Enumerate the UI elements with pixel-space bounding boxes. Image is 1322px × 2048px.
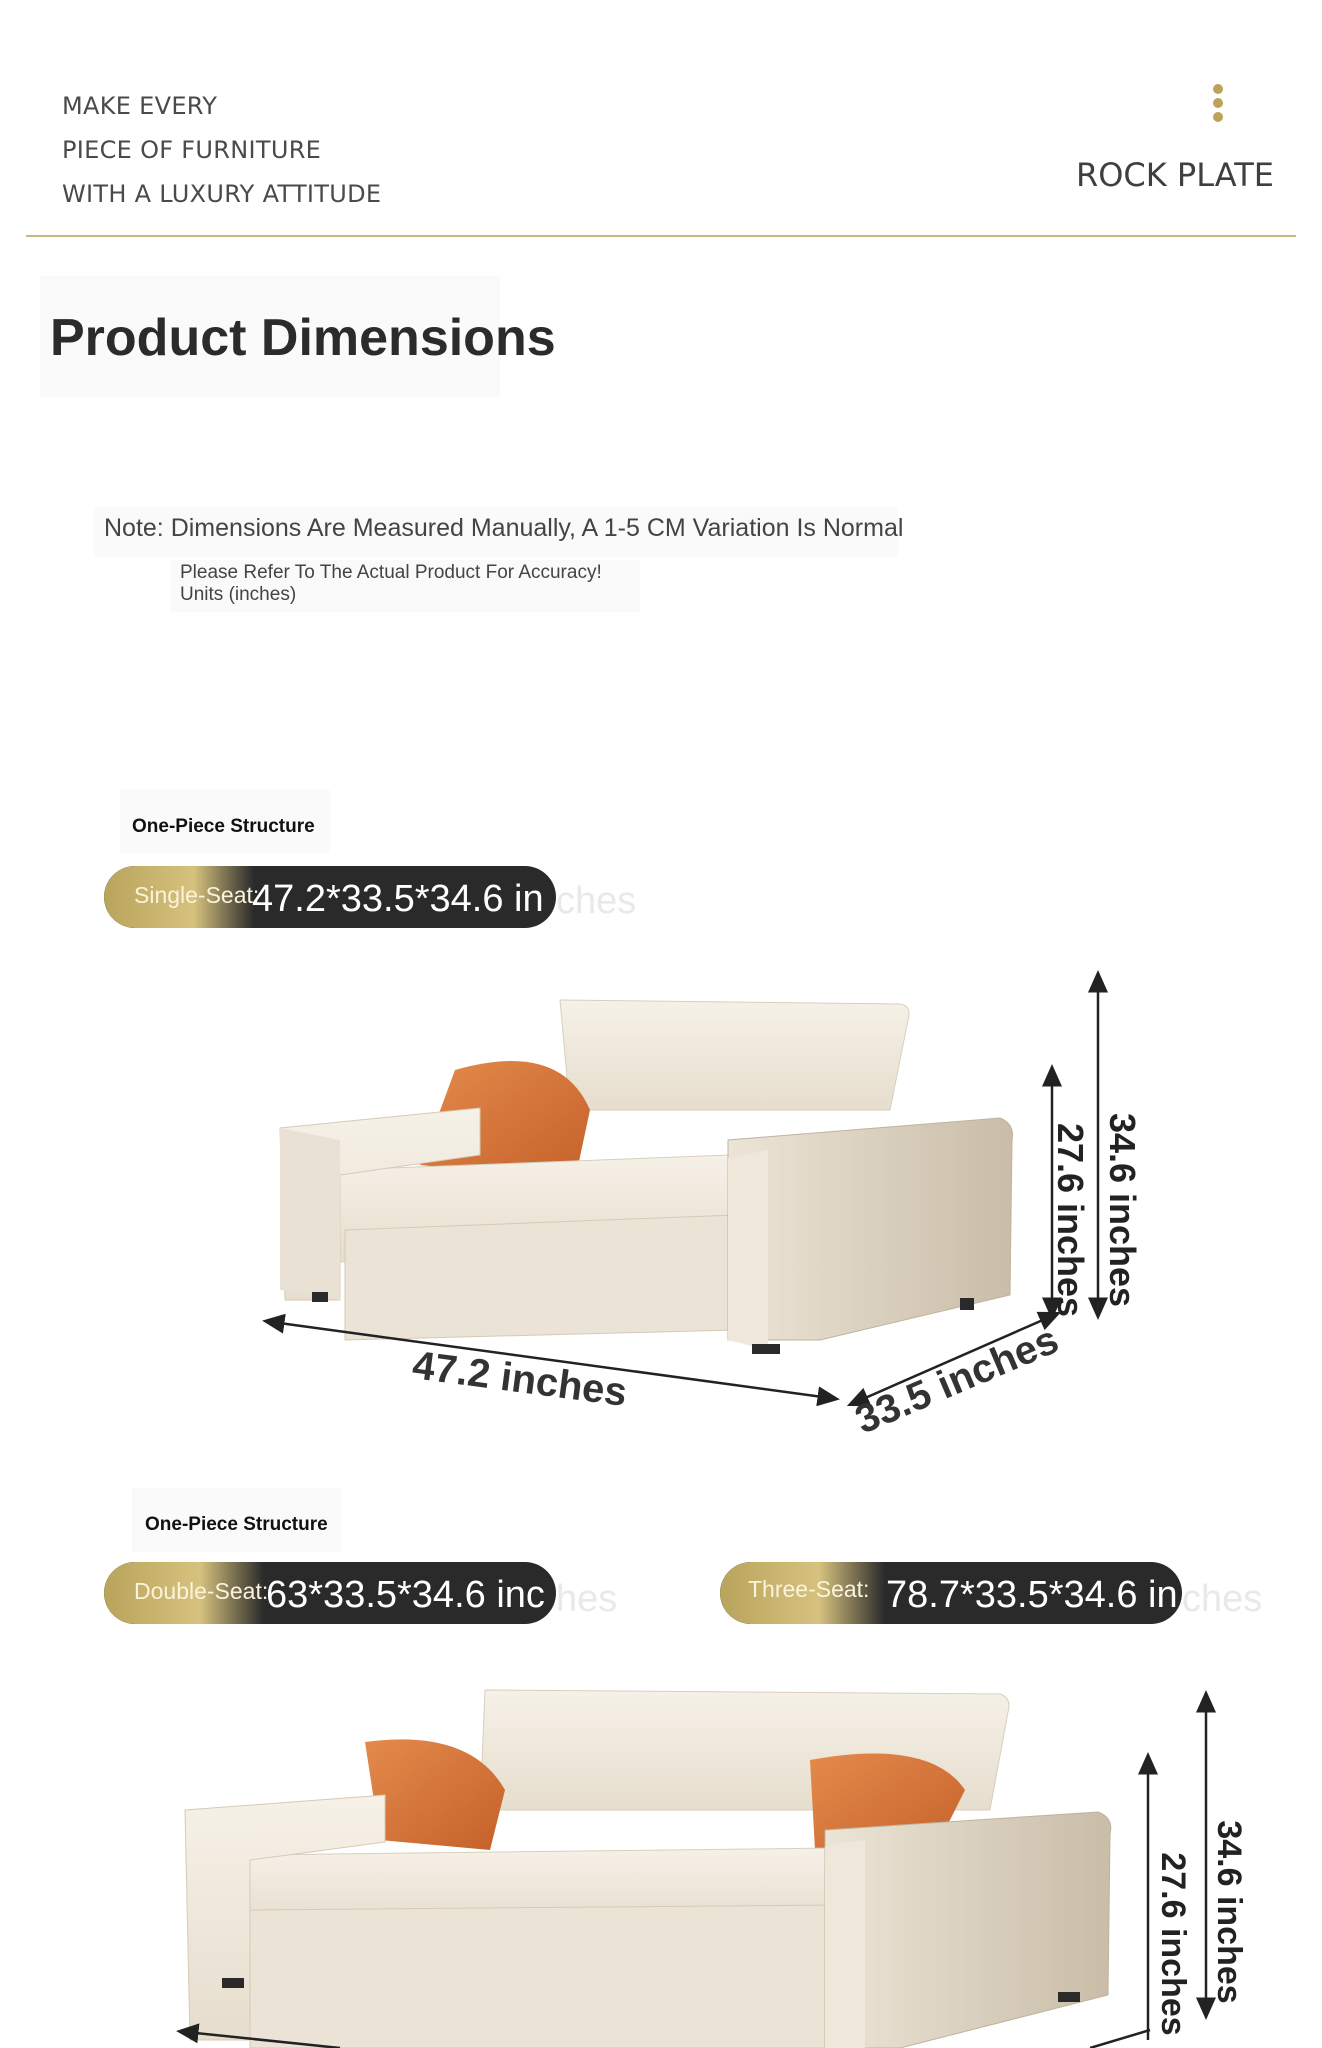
page-title: Product Dimensions (50, 309, 556, 367)
tagline-line-1: MAKE EVERY (62, 92, 218, 120)
structure-label: One-Piece Structure (132, 816, 315, 837)
accuracy-note: Please Refer To The Actual Product For Accuracy! (180, 562, 602, 583)
tagline-line-2: PIECE OF FURNITURE (62, 136, 322, 164)
structure-label: One-Piece Structure (145, 1514, 328, 1535)
seat-height-label: 27.6 inches (1154, 1852, 1192, 2036)
dims-overflow-text: ches (1182, 1578, 1263, 1620)
seat-height-label: 27.6 inches (1050, 1122, 1091, 1318)
height-label: 34.6 inches (1210, 1820, 1248, 2004)
width-label: 47.2 inches (409, 1343, 630, 1415)
measurement-note: Note: Dimensions Are Measured Manually, A 1-5 CM Variation Is Normal (104, 514, 904, 542)
dimension-value: 63*33.5*34.6 inc (266, 1574, 545, 1616)
seat-label: Double-Seat: (134, 1578, 269, 1604)
tagline-line-3: WITH A LUXURY ATTITUDE (62, 180, 382, 208)
height-label: 34.6 inches (1102, 1112, 1143, 1308)
units-note: Units (inches) (180, 584, 297, 605)
dims-overflow-text: hes (556, 1578, 618, 1620)
seat-label: Three-Seat: (748, 1576, 870, 1602)
three-seat-sofa-image (185, 1690, 1111, 2048)
seat-label: Single-Seat: (134, 882, 260, 908)
single-seat-sofa-image (280, 1000, 1013, 1354)
depth-label: 33.5 inches (849, 1317, 1065, 1443)
brand-name: ROCK PLATE (1076, 156, 1274, 194)
dimension-value: 47.2*33.5*34.6 in (252, 878, 544, 920)
dimension-value: 78.7*33.5*34.6 in (886, 1574, 1178, 1616)
dims-overflow-text: ches (556, 880, 637, 922)
